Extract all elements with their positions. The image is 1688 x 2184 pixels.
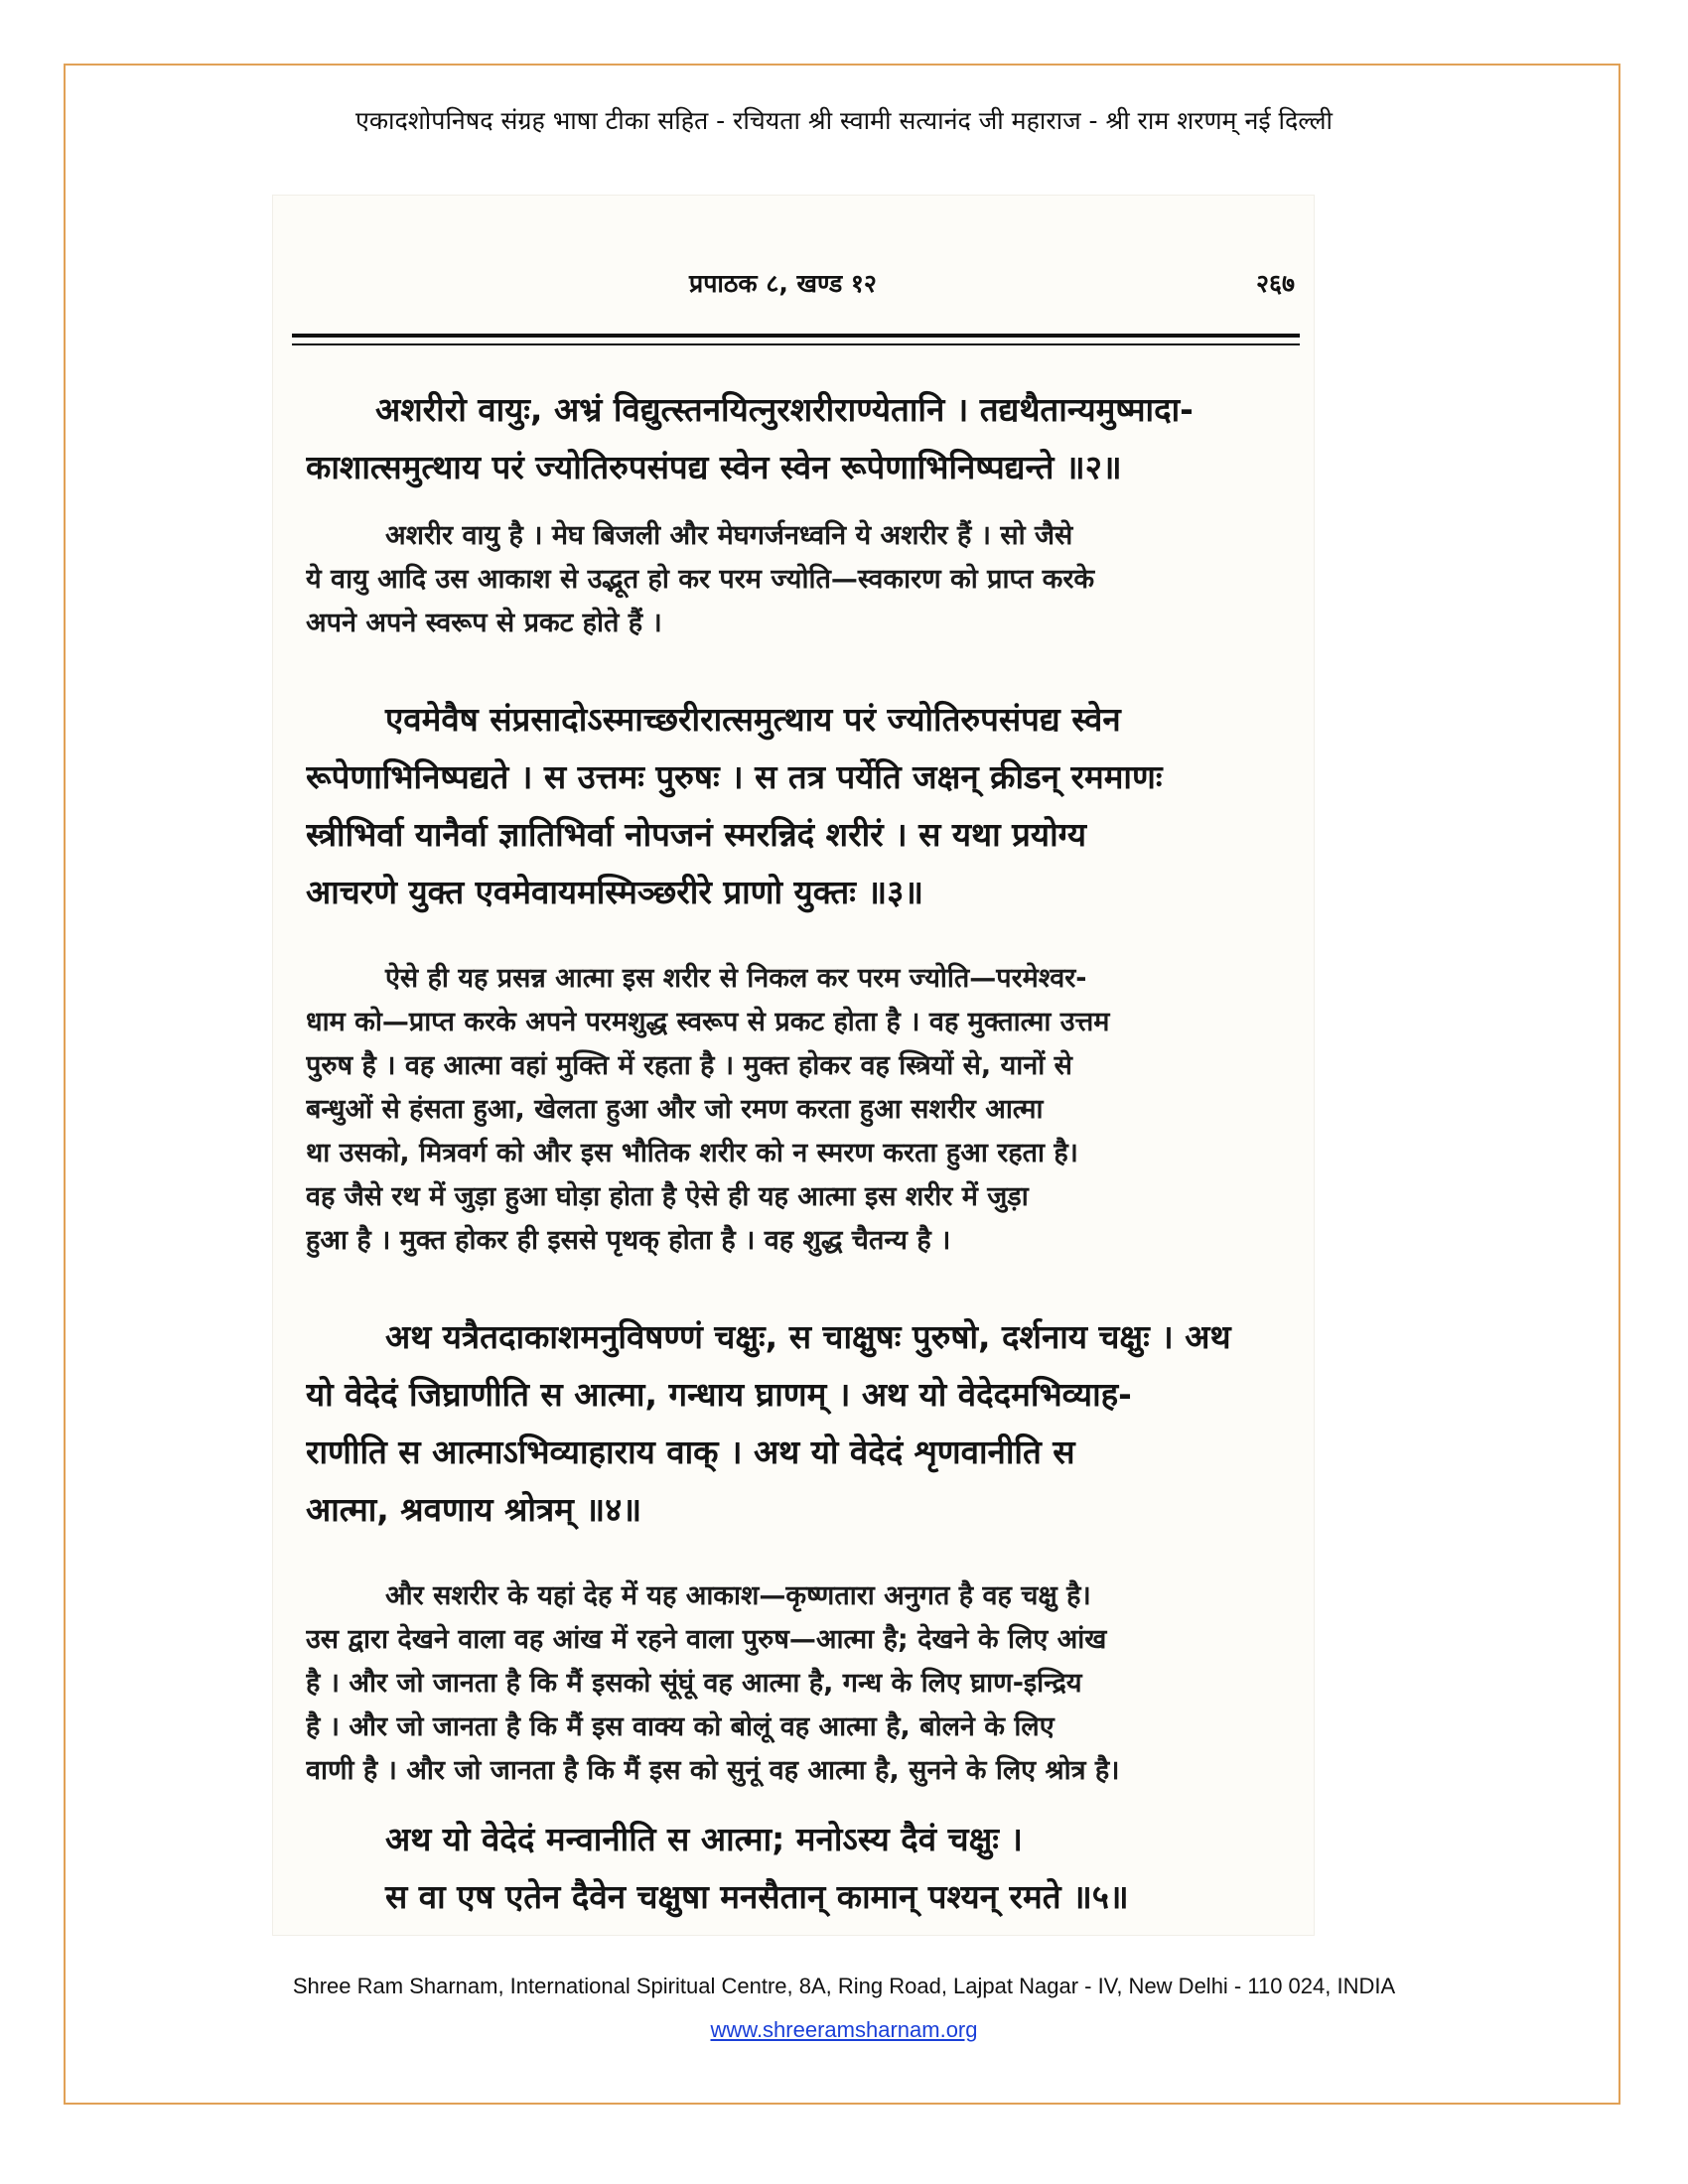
verse-block <box>306 1308 1293 1539</box>
footer-address: Shree Ram Sharnam, International Spiritual Centre, 8A, Ring Road, Lajpat Nagar - IV, New Delhi - 110 024, INDIA <box>292 1974 1396 1998</box>
running-head <box>272 266 1315 306</box>
commentary-line: और सशरीर के यहां देह में यह आकाश—कृष्णतारा अनुगत है वह चक्षु है। <box>385 1580 1091 1611</box>
commentary-line: है । और जो जानता है कि मैं इस वाक्य को बोलूं वह आत्मा है, बोलने के लिए <box>306 1711 1055 1742</box>
page-content <box>306 381 1293 1926</box>
commentary-line: ऐसे ही यह प्रसन्न आत्मा इस शरीर से निकल कर परम ज्योति—परमेश्वर- <box>385 963 1087 994</box>
commentary-line: उस द्वारा देखने वाला वह आंख में रहने वाला पुरुष—आत्मा है; देखने के लिए आंख <box>306 1624 1107 1655</box>
verse-line: एवमेवैष संप्रसादोऽस्माच्छरीरात्समुत्थाय परं ज्योतिरुपसंपद्य स्वेन <box>385 700 1121 739</box>
verse-line: स्त्रीभिर्वा यानैर्वा ज्ञातिभिर्वा नोपजनं स्मरन्निदं शरीरं । स यथा प्रयोग्य <box>306 815 1087 854</box>
document-header: एकादशोपनिषद संग्रह भाषा टीका सहित - रचियता श्री स्वामी सत्यानंद जी महाराज - श्री राम शरणम् नई दिल्ली <box>355 106 1333 135</box>
commentary-line: हुआ है । मुक्त होकर ही इससे पृथक् होता है । वह शुद्ध चैतन्य है । <box>306 1225 951 1256</box>
verse-line: आत्मा, श्रवणाय श्रोत्रम् ॥४॥ <box>306 1490 642 1529</box>
commentary-line: अशरीर वायु है । मेघ बिजली और मेघगर्जनध्वनि ये अशरीर हैं । सो जैसे <box>385 520 1073 551</box>
verse-line: अशरीरो वायुः, अभ्रं विद्युत्स्तनयित्नुरशरीराण्येतानि । तद्यथैतान्यमुष्मादा- <box>375 390 1194 429</box>
verse-line: रूपेणाभिनिष्पद्यते । स उत्तमः पुरुषः । स तत्र पर्येति जक्षन् क्रीडन् रममाणः <box>306 757 1163 796</box>
commentary-line: ये वायु आदि उस आकाश से उद्भूत हो कर परम ज्योति—स्वकारण को प्राप्त करके <box>306 564 1095 595</box>
verse-line: आचरणे युक्त एवमेवायमस्मिञ्छरीरे प्राणो युक्तः ॥३॥ <box>306 873 924 911</box>
website-link[interactable]: www.shreeramsharnam.org <box>710 2017 978 2042</box>
verse-line: यो वेदेदं जिघ्राणीति स आत्मा, गन्धाय घ्राणम् । अथ यो वेदेदमभिव्याह- <box>306 1375 1132 1414</box>
verse-block <box>306 1811 1293 1926</box>
commentary-block <box>306 1574 1293 1793</box>
verse-line: अथ यत्रैतदाकाशमनुविषण्णं चक्षुः, स चाक्षुषः पुरुषो, दर्शनाय चक्षुः । अथ <box>385 1317 1231 1356</box>
verse-block <box>306 381 1293 496</box>
header-rule-thick <box>292 334 1300 338</box>
running-head-title: प्रपाठक ८, खण्ड १२ <box>689 269 877 298</box>
commentary-line: वाणी है । और जो जानता है कि मैं इस को सुनूं वह आत्मा है, सुनने के लिए श्रोत्र है। <box>306 1755 1120 1786</box>
commentary-block <box>306 957 1293 1263</box>
commentary-line: धाम को—प्राप्त करके अपने परमशुद्ध स्वरूप से प्रकट होता है । वह मुक्तात्मा उत्तम <box>306 1007 1110 1037</box>
commentary-line: है । और जो जानता है कि मैं इसको सूंघूं वह आत्मा है, गन्ध के लिए घ्राण-इन्द्रिय <box>306 1668 1082 1699</box>
page-number: २६७ <box>1255 269 1295 298</box>
commentary-line: अपने अपने स्वरूप से प्रकट होते हैं । <box>306 608 662 638</box>
commentary-line: था उसको, मित्रवर्ग को और इस भौतिक शरीर को न स्मरण करता हुआ रहता है। <box>306 1138 1078 1168</box>
commentary-line: वह जैसे रथ में जुड़ा हुआ घोड़ा होता है ऐसे ही यह आत्मा इस शरीर में जुड़ा <box>306 1181 1029 1212</box>
verse-line: राणीति स आत्माऽभिव्याहाराय वाक् । अथ यो वेदेदं शृणवानीति स <box>306 1433 1075 1471</box>
commentary-block <box>306 514 1293 645</box>
verse-block <box>306 691 1293 921</box>
verse-line: अथ यो वेदेदं मन्वानीति स आत्मा; मनोऽस्य दैवं चक्षुः । <box>385 1820 1023 1858</box>
verse-line: काशात्समुत्थाय परं ज्योतिरुपसंपद्य स्वेन स्वेन रूपेणाभिनिष्पद्यन्ते ॥२॥ <box>306 448 1122 486</box>
commentary-line: पुरुष है । वह आत्मा वहां मुक्ति में रहता है । मुक्त होकर वह स्त्रियों से, यानों से <box>306 1050 1072 1081</box>
commentary-line: बन्धुओं से हंसता हुआ, खेलता हुआ और जो रमण करता हुआ सशरीर आत्मा <box>306 1094 1044 1125</box>
verse-line: स वा एष एतेन दैवेन चक्षुषा मनसैतान् कामान् पश्यन् रमते ॥५॥ <box>385 1877 1129 1916</box>
scanned-page <box>272 195 1315 1936</box>
header-rule-thin <box>292 343 1300 345</box>
